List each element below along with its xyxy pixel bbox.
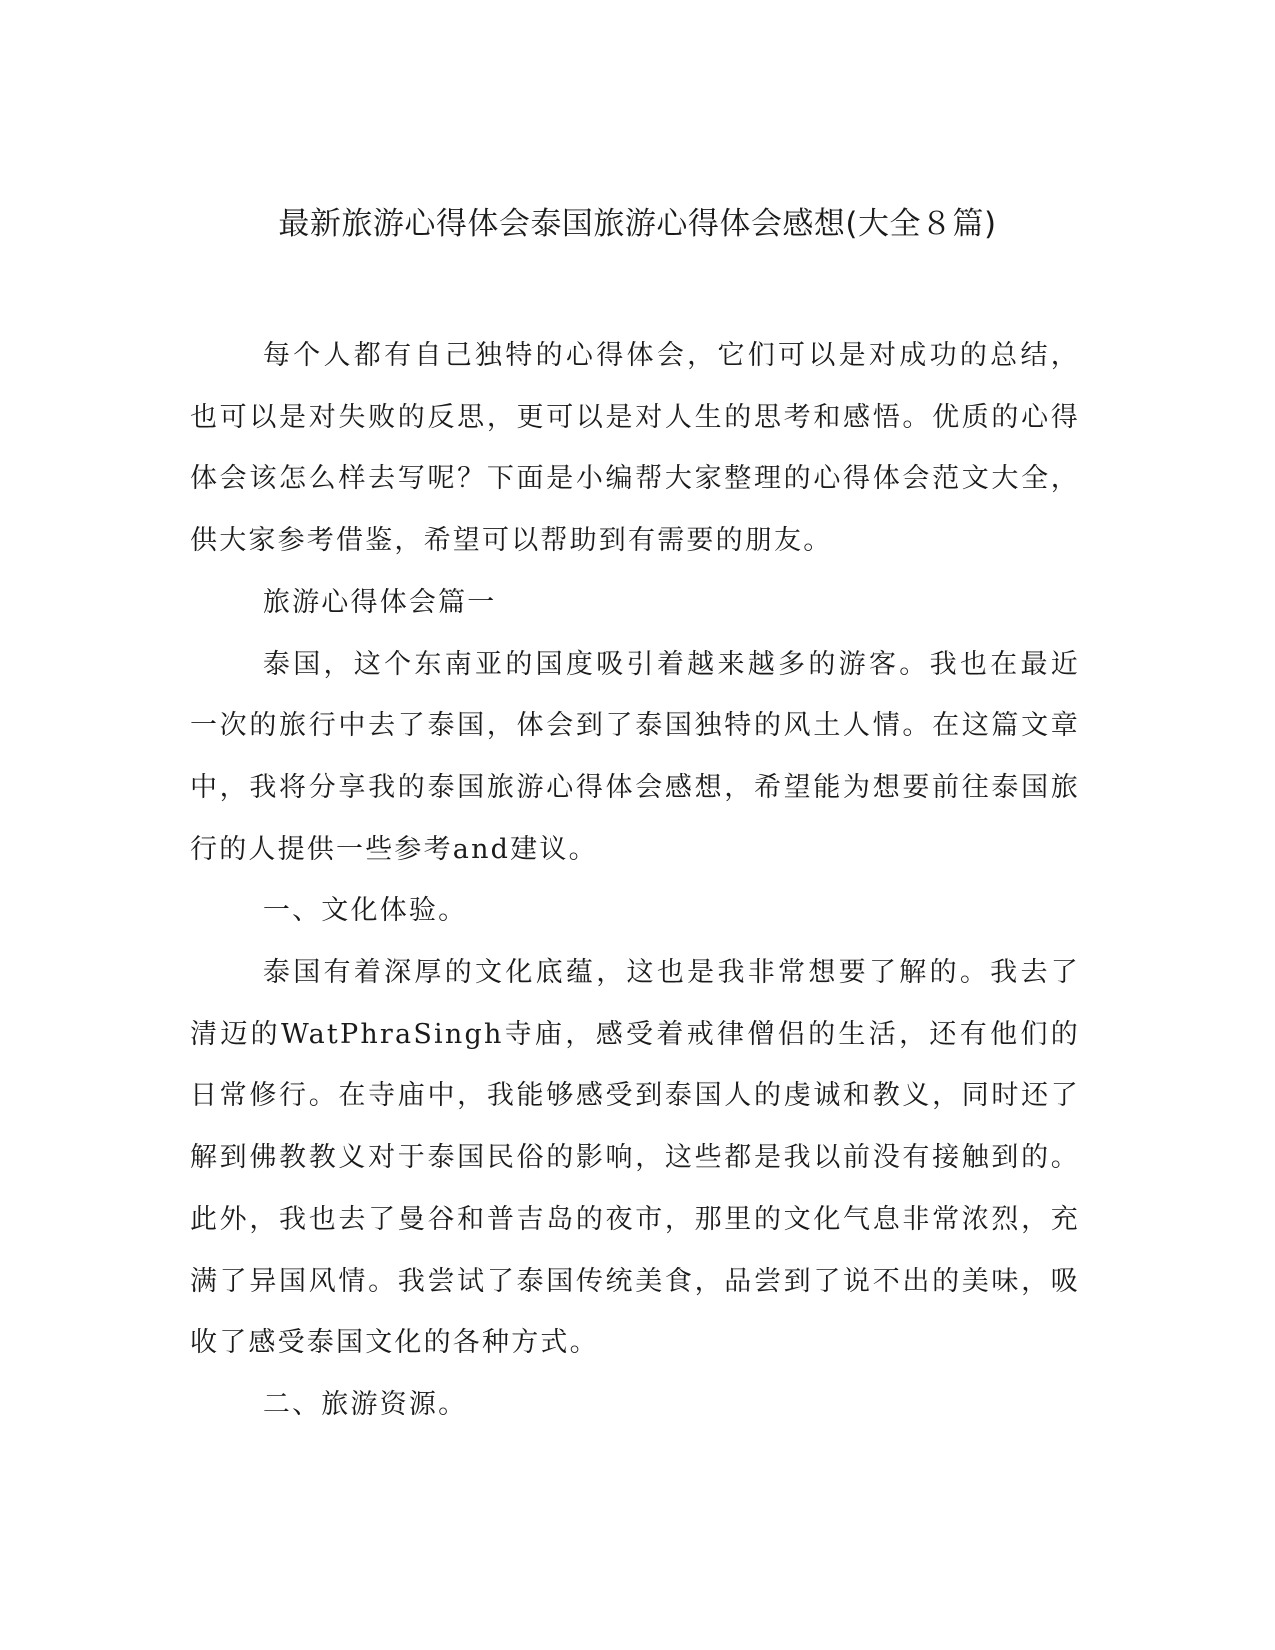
intro-paragraph: 每个人都有自己独特的心得体会，它们可以是对成功的总结，也可以是对失败的反思，更可以是对人生的思考和感悟。优质的心得体会该怎么样去写呢？下面是小编帮大家整理的心得体会范文大全，供大家参考借鉴，希望可以帮助到有需要的朋友。 [190, 340, 1080, 557]
subheading-resources: 二、旅游资源。 [262, 1388, 468, 1420]
section-heading-part-one: 旅游心得体会篇一 [262, 586, 497, 618]
thailand-intro-paragraph: 泰国，这个东南亚的国度吸引着越来越多的游客。我也在最近一次的旅行中去了泰国，体会到了泰国独特的风土人情。在这篇文章中，我将分享我的泰国旅游心得体会感想，希望能为想要前往泰国旅行的人提供一些参考and建议。 [190, 648, 1080, 865]
document-body [190, 325, 1080, 1436]
document-title: 最新旅游心得体会泰国旅游心得体会感想(大全８篇) [278, 206, 997, 242]
culture-paragraph: 泰国有着深厚的文化底蕴，这也是我非常想要了解的。我去了清迈的WatPhraSingh寺庙，感受着戒律僧侣的生活，还有他们的日常修行。在寺庙中，我能够感受到泰国人的虔诚和教义，同时还了解到佛教教义对于泰国民俗的影响，这些都是我以前没有接触到的。此外，我也去了曼谷和普吉岛的夜市，那里的文化气息非常浓烈，充满了异国风情。我尝试了泰国传统美食，品尝到了说不出的美味，吸收了感受泰国文化的各种方式。 [190, 957, 1080, 1359]
subheading-culture: 一、文化体验。 [262, 895, 468, 927]
